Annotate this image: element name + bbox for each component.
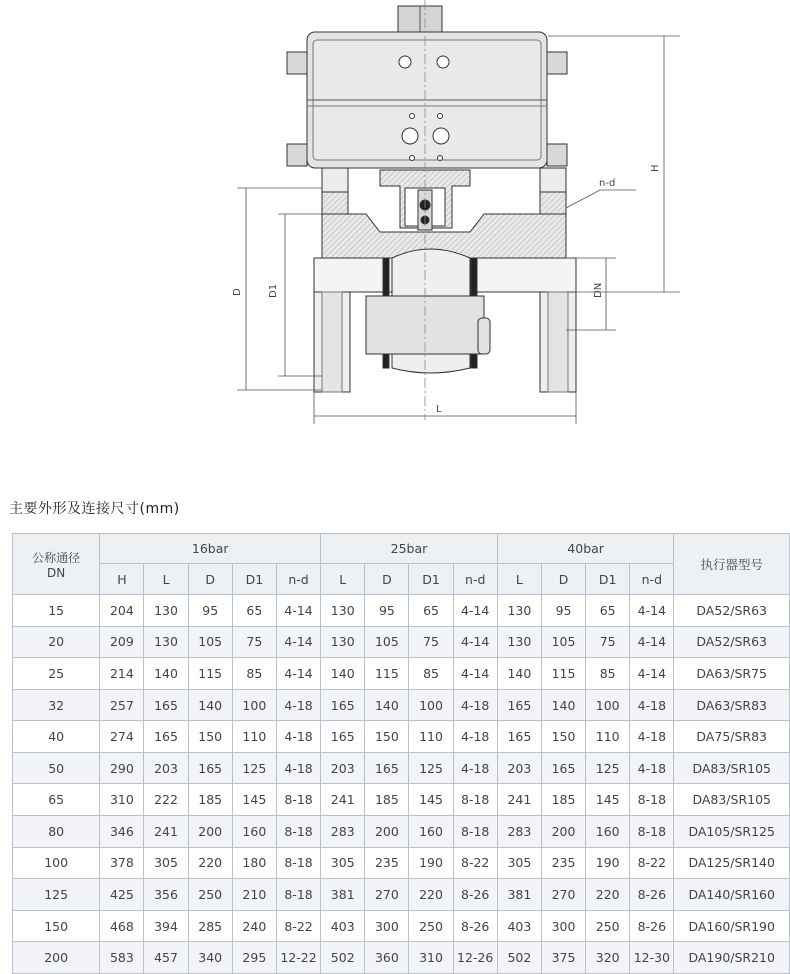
sub-header: D1 bbox=[232, 564, 276, 595]
dimension-cell: 12-26 bbox=[453, 942, 497, 974]
dimension-cell: 8-18 bbox=[630, 816, 674, 848]
sub-header: L bbox=[144, 564, 188, 595]
dimension-cell: 145 bbox=[586, 784, 630, 816]
dimension-cell: 115 bbox=[188, 658, 232, 690]
dimension-cell: 105 bbox=[188, 626, 232, 658]
dimension-cell: 8-22 bbox=[630, 847, 674, 879]
dimension-cell: 257 bbox=[100, 689, 144, 721]
dimension-cell: 185 bbox=[541, 784, 585, 816]
dimension-cell: 4-18 bbox=[453, 689, 497, 721]
dimension-cell: 346 bbox=[100, 816, 144, 848]
dimension-cell: 115 bbox=[365, 658, 409, 690]
dimension-cell: 305 bbox=[321, 847, 365, 879]
dimension-cell: 200 bbox=[541, 816, 585, 848]
dimension-cell: 100 bbox=[409, 689, 453, 721]
dn-cell: 40 bbox=[13, 721, 100, 753]
dimension-cell: 241 bbox=[144, 816, 188, 848]
dn-cell: 32 bbox=[13, 689, 100, 721]
dimension-cell: 125 bbox=[586, 752, 630, 784]
dimension-cell: 270 bbox=[365, 879, 409, 911]
dimension-cell: 8-18 bbox=[276, 784, 320, 816]
dimension-cell: 220 bbox=[409, 879, 453, 911]
table-row bbox=[13, 721, 790, 753]
dn-header bbox=[13, 534, 100, 595]
dimension-cell: 110 bbox=[586, 721, 630, 753]
dimension-cell: 8-18 bbox=[630, 784, 674, 816]
table-row bbox=[13, 626, 790, 658]
actuator-cell: DA75/SR83 bbox=[674, 721, 790, 753]
dimension-cell: 4-14 bbox=[630, 626, 674, 658]
dimension-table bbox=[12, 533, 790, 974]
dimension-cell: 65 bbox=[232, 595, 276, 627]
dimension-cell: 75 bbox=[586, 626, 630, 658]
dimension-cell: 310 bbox=[100, 784, 144, 816]
dimension-cell: 185 bbox=[365, 784, 409, 816]
table-row bbox=[13, 784, 790, 816]
dimension-cell: 185 bbox=[188, 784, 232, 816]
dimension-cell: 295 bbox=[232, 942, 276, 974]
dimension-cell: 340 bbox=[188, 942, 232, 974]
dimension-cell: 95 bbox=[365, 595, 409, 627]
dimension-cell: 4-14 bbox=[276, 658, 320, 690]
table-row bbox=[13, 752, 790, 784]
dimension-cell: 165 bbox=[541, 752, 585, 784]
dimension-cell: 140 bbox=[365, 689, 409, 721]
dimension-cell: 270 bbox=[541, 879, 585, 911]
dimension-cell: 283 bbox=[497, 816, 541, 848]
dimension-cell: 235 bbox=[365, 847, 409, 879]
dimension-cell: 75 bbox=[409, 626, 453, 658]
dimension-cell: 378 bbox=[100, 847, 144, 879]
dimension-cell: 203 bbox=[321, 752, 365, 784]
dimension-cell: 160 bbox=[586, 816, 630, 848]
dimension-cell: 305 bbox=[497, 847, 541, 879]
section-title: 主要外形及连接尺寸(mm) bbox=[9, 501, 180, 517]
actuator-cell: DA190/SR210 bbox=[674, 942, 790, 974]
dimension-cell: 204 bbox=[100, 595, 144, 627]
actuator-cell: DA83/SR105 bbox=[674, 784, 790, 816]
dimension-cell: 165 bbox=[497, 689, 541, 721]
dimension-cell: 300 bbox=[541, 910, 585, 942]
dimension-cell: 85 bbox=[586, 658, 630, 690]
dimension-cell: 85 bbox=[409, 658, 453, 690]
sub-header: D bbox=[188, 564, 232, 595]
dimension-cell: 8-26 bbox=[630, 879, 674, 911]
group-header-40bar: 40bar bbox=[497, 534, 674, 564]
sub-header: n-d bbox=[630, 564, 674, 595]
dimension-cell: 200 bbox=[188, 816, 232, 848]
actuator-cell: DA125/SR140 bbox=[674, 847, 790, 879]
dimension-cell: 130 bbox=[144, 595, 188, 627]
dn-cell: 100 bbox=[13, 847, 100, 879]
dimension-cell: 8-18 bbox=[276, 816, 320, 848]
dimension-cell: 140 bbox=[321, 658, 365, 690]
dimension-cell: 4-18 bbox=[630, 689, 674, 721]
table-row bbox=[13, 942, 790, 974]
dimension-cell: 12-22 bbox=[276, 942, 320, 974]
dimension-cell: 4-14 bbox=[276, 626, 320, 658]
dn-cell: 150 bbox=[13, 910, 100, 942]
dimension-cell: 145 bbox=[232, 784, 276, 816]
group-header-25bar: 25bar bbox=[321, 534, 498, 564]
dim-label-l: L bbox=[436, 404, 442, 415]
dimension-cell: 95 bbox=[541, 595, 585, 627]
dimension-cell: 165 bbox=[321, 721, 365, 753]
dimension-cell: 190 bbox=[409, 847, 453, 879]
dimension-cell: 8-26 bbox=[453, 879, 497, 911]
dimension-cell: 130 bbox=[144, 626, 188, 658]
dn-header-line2: DN bbox=[47, 565, 66, 580]
dimension-cell: 425 bbox=[100, 879, 144, 911]
dimension-cell: 105 bbox=[365, 626, 409, 658]
dimension-cell: 130 bbox=[321, 626, 365, 658]
sub-header: D1 bbox=[586, 564, 630, 595]
dn-cell: 50 bbox=[13, 752, 100, 784]
dimension-cell: 4-14 bbox=[630, 595, 674, 627]
dimension-cell: 140 bbox=[144, 658, 188, 690]
dimension-cell: 4-18 bbox=[630, 721, 674, 753]
table-row bbox=[13, 816, 790, 848]
dimension-cell: 150 bbox=[365, 721, 409, 753]
sub-header: D bbox=[365, 564, 409, 595]
dimension-cell: 130 bbox=[497, 626, 541, 658]
sub-header: D1 bbox=[409, 564, 453, 595]
dimension-cell: 4-18 bbox=[453, 752, 497, 784]
dimension-cell: 203 bbox=[144, 752, 188, 784]
table-row bbox=[13, 689, 790, 721]
dimension-cell: 8-22 bbox=[276, 910, 320, 942]
dimension-cell: 240 bbox=[232, 910, 276, 942]
dimension-cell: 222 bbox=[144, 784, 188, 816]
dn-header-line1: 公称通径 bbox=[32, 550, 81, 565]
dim-label-d: D bbox=[232, 288, 243, 296]
sub-header: n-d bbox=[453, 564, 497, 595]
sub-header: n-d bbox=[276, 564, 320, 595]
dimension-cell: 502 bbox=[321, 942, 365, 974]
dimension-cell: 305 bbox=[144, 847, 188, 879]
table-row bbox=[13, 595, 790, 627]
dimension-cell: 210 bbox=[232, 879, 276, 911]
dimension-cell: 209 bbox=[100, 626, 144, 658]
dn-cell: 25 bbox=[13, 658, 100, 690]
actuator-cell: DA83/SR105 bbox=[674, 752, 790, 784]
dimension-cell: 241 bbox=[497, 784, 541, 816]
dimension-cell: 8-18 bbox=[276, 879, 320, 911]
table-row bbox=[13, 879, 790, 911]
dn-cell: 15 bbox=[13, 595, 100, 627]
dimension-cell: 356 bbox=[144, 879, 188, 911]
dim-label-nd: n-d bbox=[599, 178, 616, 189]
table-row bbox=[13, 910, 790, 942]
dimension-cell: 4-14 bbox=[276, 595, 320, 627]
dimension-cell: 8-18 bbox=[453, 784, 497, 816]
dimension-cell: 105 bbox=[541, 626, 585, 658]
dimension-cell: 8-18 bbox=[276, 847, 320, 879]
dimension-cell: 250 bbox=[188, 879, 232, 911]
valve-drawing bbox=[0, 0, 790, 470]
dimension-cell: 125 bbox=[409, 752, 453, 784]
actuator-header: 执行器型号 bbox=[674, 534, 790, 595]
dimension-cell: 165 bbox=[144, 689, 188, 721]
sub-header: L bbox=[321, 564, 365, 595]
actuator-cell: DA140/SR160 bbox=[674, 879, 790, 911]
dimension-cell: 95 bbox=[188, 595, 232, 627]
table-body bbox=[13, 595, 790, 974]
dim-label-d1: D1 bbox=[268, 283, 279, 298]
dimension-cell: 381 bbox=[497, 879, 541, 911]
actuator-cell: DA63/SR75 bbox=[674, 658, 790, 690]
dimension-cell: 110 bbox=[409, 721, 453, 753]
dimension-cell: 130 bbox=[497, 595, 541, 627]
dimension-cell: 502 bbox=[497, 942, 541, 974]
dimension-cell: 165 bbox=[321, 689, 365, 721]
actuator-cell: DA52/SR63 bbox=[674, 595, 790, 627]
dimension-cell: 274 bbox=[100, 721, 144, 753]
dn-cell: 80 bbox=[13, 816, 100, 848]
dimension-cell: 4-14 bbox=[630, 658, 674, 690]
dim-label-h: H bbox=[650, 164, 661, 172]
dimension-cell: 140 bbox=[497, 658, 541, 690]
dimension-cell: 165 bbox=[365, 752, 409, 784]
dimension-cell: 140 bbox=[541, 689, 585, 721]
dimension-cell: 300 bbox=[365, 910, 409, 942]
dimension-cell: 394 bbox=[144, 910, 188, 942]
dimension-cell: 145 bbox=[409, 784, 453, 816]
dimension-cell: 65 bbox=[409, 595, 453, 627]
table-row bbox=[13, 847, 790, 879]
dn-cell: 20 bbox=[13, 626, 100, 658]
dimension-cell: 150 bbox=[188, 721, 232, 753]
dimension-cell: 110 bbox=[232, 721, 276, 753]
dimension-cell: 165 bbox=[144, 721, 188, 753]
dimension-cell: 160 bbox=[232, 816, 276, 848]
dimension-cell: 12-30 bbox=[630, 942, 674, 974]
dimension-cell: 250 bbox=[586, 910, 630, 942]
dimension-cell: 203 bbox=[497, 752, 541, 784]
dimension-cell: 4-18 bbox=[453, 721, 497, 753]
dimension-cell: 100 bbox=[232, 689, 276, 721]
dimension-cell: 290 bbox=[100, 752, 144, 784]
dimension-cell: 375 bbox=[541, 942, 585, 974]
dimension-cell: 100 bbox=[586, 689, 630, 721]
actuator-cell: DA105/SR125 bbox=[674, 816, 790, 848]
dimension-cell: 285 bbox=[188, 910, 232, 942]
dimension-cell: 4-18 bbox=[276, 721, 320, 753]
dimension-cell: 8-26 bbox=[453, 910, 497, 942]
dimension-cell: 250 bbox=[409, 910, 453, 942]
dimension-cell: 165 bbox=[188, 752, 232, 784]
dimension-cell: 8-22 bbox=[453, 847, 497, 879]
dn-cell: 200 bbox=[13, 942, 100, 974]
dimension-cell: 125 bbox=[232, 752, 276, 784]
dimension-cell: 403 bbox=[497, 910, 541, 942]
dimension-cell: 214 bbox=[100, 658, 144, 690]
dimension-cell: 235 bbox=[541, 847, 585, 879]
dn-cell: 65 bbox=[13, 784, 100, 816]
dn-cell: 125 bbox=[13, 879, 100, 911]
dimension-cell: 8-18 bbox=[453, 816, 497, 848]
dimension-cell: 4-14 bbox=[453, 626, 497, 658]
dimension-cell: 190 bbox=[586, 847, 630, 879]
dimension-cell: 8-26 bbox=[630, 910, 674, 942]
dimension-cell: 165 bbox=[497, 721, 541, 753]
sub-header: L bbox=[497, 564, 541, 595]
table-row bbox=[13, 658, 790, 690]
dimension-cell: 4-14 bbox=[453, 658, 497, 690]
dimension-cell: 4-18 bbox=[276, 689, 320, 721]
dimension-cell: 4-18 bbox=[276, 752, 320, 784]
dimension-cell: 4-14 bbox=[453, 595, 497, 627]
dimension-cell: 200 bbox=[365, 816, 409, 848]
dimension-cell: 160 bbox=[409, 816, 453, 848]
dimension-cell: 150 bbox=[541, 721, 585, 753]
dimension-cell: 75 bbox=[232, 626, 276, 658]
dimension-cell: 241 bbox=[321, 784, 365, 816]
dimension-cell: 320 bbox=[586, 942, 630, 974]
sub-header: D bbox=[541, 564, 585, 595]
actuator-cell: DA160/SR190 bbox=[674, 910, 790, 942]
dimension-cell: 115 bbox=[541, 658, 585, 690]
dimension-cell: 180 bbox=[232, 847, 276, 879]
dimension-cell: 457 bbox=[144, 942, 188, 974]
dimension-cell: 130 bbox=[321, 595, 365, 627]
actuator-cell: DA63/SR83 bbox=[674, 689, 790, 721]
dimension-cell: 283 bbox=[321, 816, 365, 848]
dimension-cell: 468 bbox=[100, 910, 144, 942]
dim-label-dn: DN bbox=[593, 282, 604, 298]
sub-header: H bbox=[100, 564, 144, 595]
dimension-cell: 85 bbox=[232, 658, 276, 690]
mounting-bracket bbox=[322, 168, 348, 192]
dimension-cell: 583 bbox=[100, 942, 144, 974]
dimension-cell: 310 bbox=[409, 942, 453, 974]
actuator-cell: DA52/SR63 bbox=[674, 626, 790, 658]
group-header-16bar: 16bar bbox=[100, 534, 321, 564]
dimension-cell: 360 bbox=[365, 942, 409, 974]
dimension-cell: 65 bbox=[586, 595, 630, 627]
dimension-cell: 381 bbox=[321, 879, 365, 911]
dimension-cell: 4-18 bbox=[630, 752, 674, 784]
dimension-cell: 403 bbox=[321, 910, 365, 942]
dimension-cell: 140 bbox=[188, 689, 232, 721]
dimension-cell: 220 bbox=[586, 879, 630, 911]
dimension-cell: 220 bbox=[188, 847, 232, 879]
